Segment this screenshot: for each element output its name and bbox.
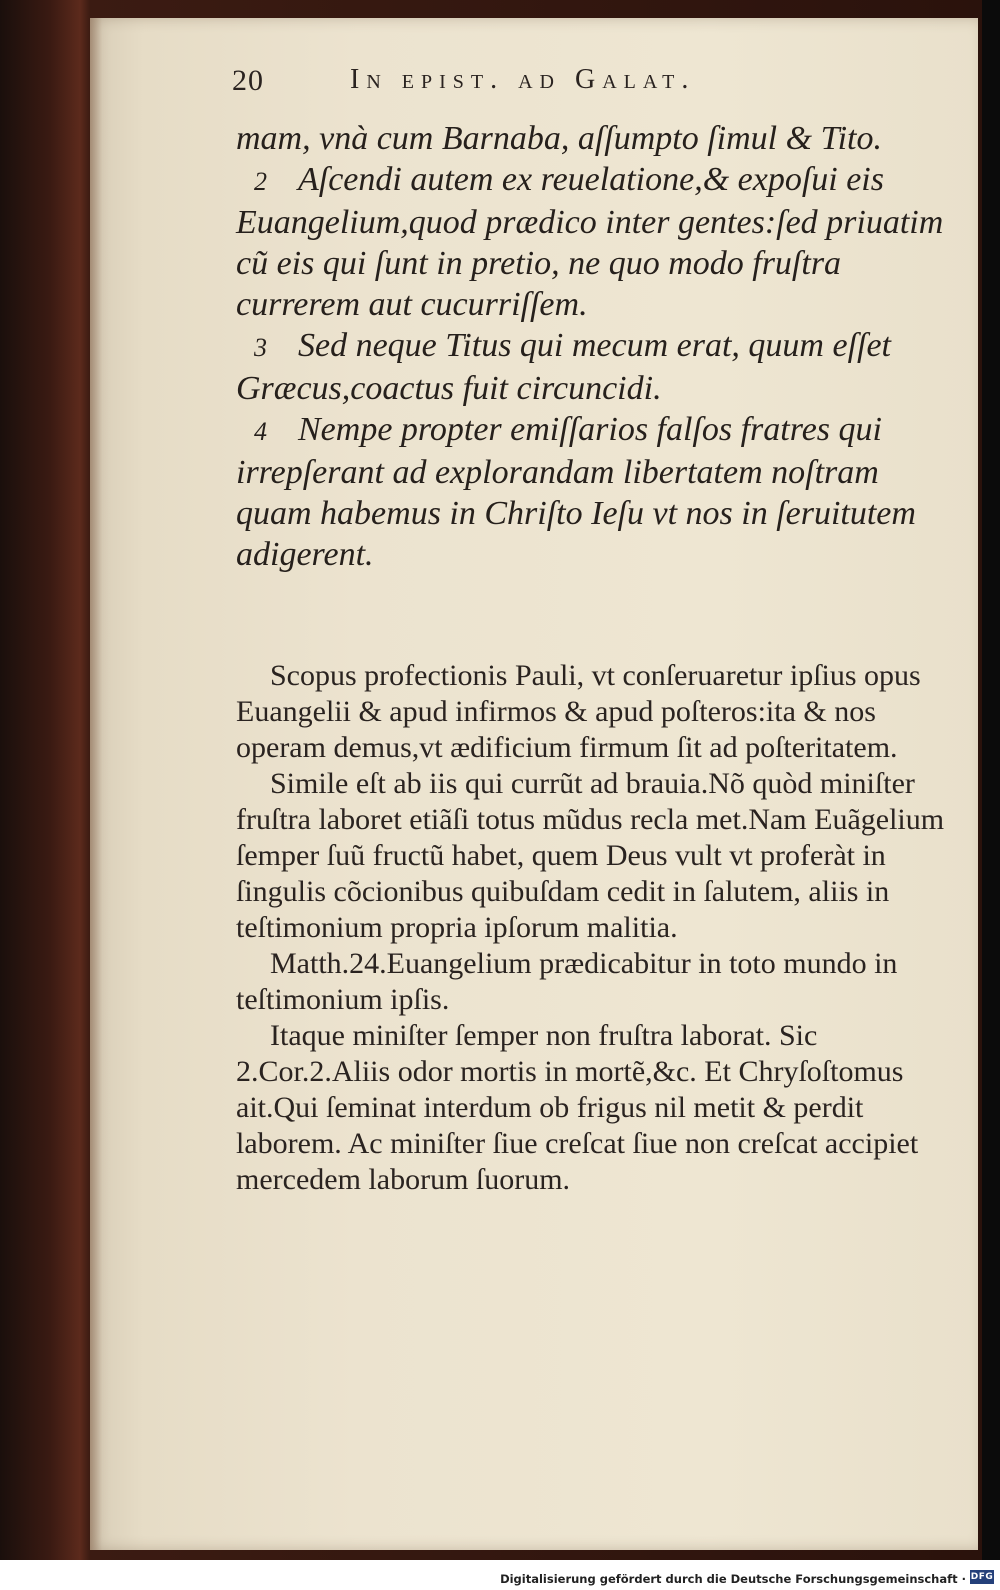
verse-3 xyxy=(236,325,956,409)
verse-2 xyxy=(236,159,956,325)
running-title: In epist. ad Galat. xyxy=(350,64,696,95)
scripture-verses xyxy=(236,118,956,575)
verse-text: mam, vnà cum Barnaba, aſſumpto ſimul & Tito. xyxy=(236,120,882,157)
verse-text: Aſcendi autem ex reuelatione,& expoſui eis Euangelium,quod prædico inter gentes:ſed priuatim cũ eis qui ſunt in pretio, ne quo modo fruſtra currerem aut cucurriſſem. xyxy=(236,161,944,323)
commentary-paragraph: Matth.24.Euangelium prædicabitur in toto mundo in teſtimonium ipſis. xyxy=(236,947,898,1016)
scan-right-edge xyxy=(982,0,1000,1560)
verse-number: 4 xyxy=(254,417,267,446)
verse-number: 2 xyxy=(254,167,267,196)
dfg-logo: DFG xyxy=(970,1572,994,1582)
gutter-shadow xyxy=(90,18,102,1550)
funding-credit: Digitalisierung gefördert durch die Deutsche Forschungsgemeinschaft · xyxy=(500,1572,966,1586)
verse-continuation xyxy=(236,118,956,159)
page-number: 20 xyxy=(232,64,264,97)
commentary-paragraph: Simile eſt ab iis qui currũt ad brauia.Nõ quòd miniſter fruſtra laboret etiãſi totus mũdus recla met.Nam Euãgelium ſemper ſuũ fructũ habet, quem Deus vult vt proferàt in ſingulis cõcionibus quibuſdam cedit in ſalutem, aliis in teſtimonium propria ipſorum malitia. xyxy=(236,767,945,944)
verse-4 xyxy=(236,409,956,575)
page-header xyxy=(232,58,852,108)
verse-text: Nempe propter emiſſarios falſos fratres qui irrepſerant ad explorandam libertatem noſtram quam habemus in Chriſto Ieſu vt nos in ſeruitutem adigerent. xyxy=(236,411,916,573)
commentary-paragraph: Scopus profectionis Pauli, vt conſeruaretur ipſius opus Euangelii & apud infirmos & apud poſteros:ita & nos operam demus,vt ædificium firmum ſit ad poſteritatem. xyxy=(236,659,921,764)
commentary-paragraph: Itaque miniſter ſemper non fruſtra laborat. Sic 2.Cor.2.Aliis odor mortis in mortẽ,&c. Et Chryſoſtomus ait.Qui ſeminat interdum ob frigus nil metit & perdit laborem. Ac miniſter ſiue creſcat ſiue non creſcat accipiet mercedem laborum ſuorum. xyxy=(236,1019,919,1196)
commentary-text xyxy=(236,658,966,1198)
verse-text: Sed neque Titus qui mecum erat, quum eſſet Græcus,coactus fuit circuncidi. xyxy=(236,327,892,407)
verse-number: 3 xyxy=(254,333,267,362)
